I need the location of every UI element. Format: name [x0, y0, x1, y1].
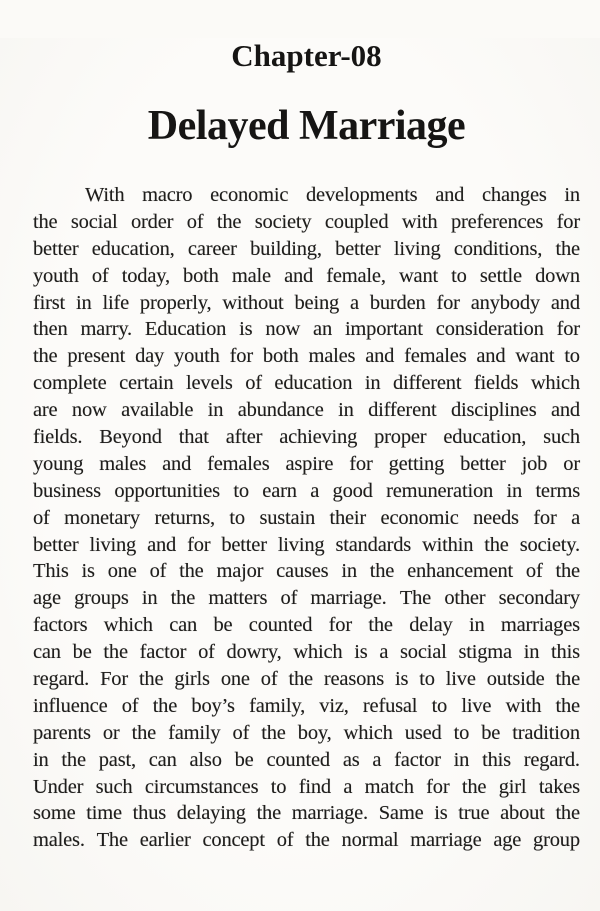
word: viz, [319, 694, 349, 717]
word: the [555, 668, 580, 691]
word: for [187, 533, 211, 556]
word: causes [276, 560, 329, 583]
word: stigma [458, 641, 512, 664]
word: society. [519, 533, 580, 556]
word: the [555, 694, 580, 717]
word: different [392, 372, 462, 395]
text-line [33, 720, 580, 747]
word: which [343, 721, 393, 744]
word: with [401, 210, 438, 233]
word: such [95, 775, 133, 798]
word: living [89, 533, 137, 556]
text-line [33, 263, 580, 290]
word: which [293, 641, 343, 664]
word: the [33, 345, 58, 368]
word: complete [33, 372, 107, 395]
word: in [364, 372, 381, 395]
word: for [229, 345, 253, 368]
word: disciplines [450, 399, 537, 422]
word: anybody [470, 291, 540, 314]
word: is [81, 560, 95, 583]
word: education, [443, 426, 527, 449]
word: which [530, 372, 580, 395]
word: counted [266, 748, 330, 771]
text-line [33, 666, 580, 693]
word: fields [473, 372, 519, 395]
word: of [525, 560, 543, 583]
word: the [33, 210, 58, 233]
word: remuneration [386, 479, 494, 502]
word: needs [473, 506, 519, 529]
word: enhancement [407, 560, 514, 583]
word: For [100, 668, 128, 691]
word: concept [202, 829, 265, 852]
word: also [189, 748, 222, 771]
word: female, [326, 264, 386, 287]
word: a [343, 775, 353, 798]
word: young [33, 452, 84, 475]
word: matters [208, 587, 268, 610]
word: consideration [435, 318, 544, 341]
word: marriage [410, 829, 482, 852]
word: factor [139, 641, 187, 664]
word: girls [174, 668, 210, 691]
word: or [563, 452, 580, 475]
text-line [33, 800, 580, 827]
word: the [555, 560, 580, 583]
word: youth [33, 264, 79, 287]
word: in [341, 560, 357, 583]
word: Education [144, 318, 227, 341]
word: marriages [500, 614, 580, 637]
word: male [231, 264, 271, 287]
word: groups [74, 587, 129, 610]
word: certain [119, 372, 174, 395]
word: boy, [297, 721, 332, 744]
word: the [216, 210, 242, 233]
word: developments [306, 184, 418, 206]
word: down [535, 264, 580, 287]
word: settle [479, 264, 522, 287]
word: properly, [139, 291, 212, 314]
word: levels [186, 372, 233, 395]
word: The [399, 587, 432, 610]
word: group [533, 829, 580, 852]
word: to [431, 694, 448, 717]
word: takes [538, 775, 580, 798]
word: Under [33, 775, 84, 798]
word: life [102, 291, 129, 314]
word: economic [210, 184, 289, 206]
word: earlier [139, 829, 191, 852]
word: the [61, 748, 86, 771]
word: in [141, 587, 158, 610]
word: and [550, 291, 580, 314]
word: males [99, 452, 147, 475]
word: marriage. [310, 587, 387, 610]
body-paragraph [33, 182, 580, 854]
word: monetary [64, 506, 140, 529]
word: today, [121, 264, 170, 287]
word: the [369, 560, 395, 583]
word: want [515, 345, 555, 368]
word: major [216, 560, 264, 583]
word: influence [33, 694, 108, 717]
word: of [245, 372, 262, 395]
text-line [33, 424, 580, 451]
text-line [33, 343, 580, 370]
text-line [33, 182, 580, 209]
word: age [493, 829, 522, 852]
word: a [379, 641, 389, 664]
word: for [426, 775, 450, 798]
word: live [461, 694, 492, 717]
word: This [33, 560, 69, 583]
word: of [91, 264, 109, 287]
word: for [556, 318, 580, 341]
word: present [67, 345, 126, 368]
text-line [33, 505, 580, 532]
word: different [368, 399, 437, 422]
word: after [225, 426, 263, 449]
word: being [294, 291, 340, 314]
word: of [276, 829, 294, 852]
word: the [484, 533, 509, 556]
word: match [364, 775, 414, 798]
text-line [33, 827, 580, 854]
word: and [550, 399, 580, 422]
word: terms [535, 479, 580, 502]
word: in [564, 184, 580, 206]
word: better [33, 533, 79, 556]
word: males. [33, 829, 85, 852]
word: dowry, [226, 641, 282, 664]
word: the [138, 668, 164, 691]
text-line [33, 316, 580, 343]
word: reasons [323, 668, 384, 691]
word: which [103, 614, 153, 637]
word: with [505, 694, 542, 717]
word: now [71, 399, 107, 422]
word: both [183, 264, 219, 287]
word: the [131, 721, 157, 744]
word: that [178, 426, 209, 449]
word: factor [394, 748, 441, 771]
word: such [543, 426, 580, 449]
word: this [551, 641, 580, 664]
word: business [33, 479, 101, 502]
word: and [435, 184, 465, 206]
word: and [284, 264, 314, 287]
word: one [220, 668, 250, 691]
word: of [149, 560, 167, 583]
word: in [468, 614, 485, 637]
word: family, [249, 694, 306, 717]
word: and [147, 533, 177, 556]
text-line [33, 639, 580, 666]
word: better [335, 237, 381, 260]
word: one [107, 560, 137, 583]
word: some [33, 802, 76, 825]
word: for [556, 210, 580, 233]
word: boy’s [191, 694, 235, 717]
word: females [404, 345, 467, 368]
word: of [232, 721, 250, 744]
word: and [365, 345, 395, 368]
word: be [481, 721, 501, 744]
word: social [70, 210, 118, 233]
word: girl [498, 775, 527, 798]
word: be [234, 748, 254, 771]
word: changes [482, 184, 547, 206]
word: With [85, 184, 125, 206]
word: abundance [237, 399, 324, 422]
word: getting [388, 452, 445, 475]
word: a [349, 291, 359, 314]
word: in [33, 748, 49, 771]
word: for [328, 614, 352, 637]
word: for [436, 291, 460, 314]
word: for [533, 506, 557, 529]
word: proper [374, 426, 427, 449]
text-line [33, 774, 580, 801]
word: and [476, 345, 506, 368]
word: career [187, 237, 237, 260]
word: regard. [523, 748, 580, 771]
word: the [461, 775, 487, 798]
word: first [33, 291, 66, 314]
book-page [0, 38, 600, 911]
word: building, [250, 237, 322, 260]
text-line [33, 558, 580, 585]
word: secondary [498, 587, 580, 610]
word: of [198, 641, 215, 664]
word: live [445, 668, 476, 691]
word: about [500, 802, 545, 825]
word: economic [380, 506, 459, 529]
word: a [571, 506, 580, 529]
word: is [354, 641, 368, 664]
text-line [33, 478, 580, 505]
word: a [310, 479, 320, 502]
word: of [260, 668, 278, 691]
word: the [152, 694, 178, 717]
word: the [555, 802, 580, 825]
word: their [329, 506, 367, 529]
word: marry. [80, 318, 132, 341]
word: is [239, 318, 253, 341]
word: the [368, 614, 393, 637]
word: age [33, 587, 61, 610]
word: for [349, 452, 373, 475]
word: of [186, 210, 204, 233]
word: be [72, 641, 92, 664]
word: the [170, 587, 196, 610]
word: the [103, 641, 128, 664]
word: Same [378, 802, 424, 825]
word: to [453, 721, 470, 744]
text-line [33, 532, 580, 559]
word: sustain [259, 506, 315, 529]
word: in [453, 748, 470, 771]
word: better [460, 452, 506, 475]
word: living [277, 533, 325, 556]
word: earn [262, 479, 297, 502]
word: job [521, 452, 548, 475]
word: education, [91, 237, 175, 260]
text-line [33, 693, 580, 720]
word: want [398, 264, 438, 287]
word: and [162, 452, 192, 475]
word: or [102, 721, 120, 744]
word: can [169, 614, 198, 637]
word: of [280, 587, 298, 610]
word: better [221, 533, 267, 556]
text-line [33, 612, 580, 639]
word: social [400, 641, 447, 664]
word: to [233, 479, 249, 502]
word: conditions, [453, 237, 543, 260]
word: is [394, 668, 409, 691]
word: better [33, 237, 79, 260]
word: can [148, 748, 177, 771]
text-line [33, 585, 580, 612]
word: good [332, 479, 373, 502]
word: to [451, 264, 467, 287]
word: as [342, 748, 360, 771]
page-title: Delayed Marriage [147, 103, 466, 149]
word: thus [132, 802, 167, 825]
word: parents [33, 721, 91, 744]
word: true [458, 802, 490, 825]
word: opportunities [114, 479, 220, 502]
word: refusal [362, 694, 418, 717]
word: to [229, 506, 245, 529]
word: Beyond [99, 426, 162, 449]
word: females [207, 452, 270, 475]
word: order [130, 210, 174, 233]
word: normal [341, 829, 399, 852]
word: of [121, 694, 139, 717]
word: past, [98, 748, 136, 771]
word: in [523, 641, 540, 664]
text-line [33, 290, 580, 317]
word: the [288, 668, 313, 691]
word: factors [33, 614, 88, 637]
word: burden [369, 291, 426, 314]
word: day [135, 345, 165, 368]
word: to [564, 345, 580, 368]
text-line [33, 370, 580, 397]
word: time [86, 802, 122, 825]
word: returns, [154, 506, 215, 529]
word: tradition [512, 721, 580, 744]
text-line [33, 747, 580, 774]
word: youth [174, 345, 220, 368]
word: fields. [33, 426, 83, 449]
word: delay [409, 614, 453, 637]
word: males [308, 345, 356, 368]
word: an [313, 318, 332, 341]
word: be [213, 614, 233, 637]
word: aspire [285, 452, 334, 475]
word: regard. [33, 668, 90, 691]
word: in [506, 479, 523, 502]
word: The [96, 829, 128, 852]
word: society [254, 210, 312, 233]
word: now [265, 318, 301, 341]
word: a [372, 748, 382, 771]
word: counted [248, 614, 313, 637]
word: can [33, 641, 61, 664]
word: the [555, 237, 580, 260]
word: find [298, 775, 331, 798]
word: the [256, 802, 282, 825]
word: important [344, 318, 423, 341]
word: without [222, 291, 284, 314]
word: family [168, 721, 221, 744]
word: within [422, 533, 474, 556]
word: to [270, 775, 287, 798]
word: then [33, 318, 68, 341]
word: in [207, 399, 224, 422]
word: delaying [176, 802, 246, 825]
word: of [33, 506, 50, 529]
word: the [305, 829, 330, 852]
text-line [33, 236, 580, 263]
word: marriage. [291, 802, 368, 825]
word: both [262, 345, 299, 368]
text-line [33, 451, 580, 478]
word: coupled [324, 210, 389, 233]
word: circumstances [144, 775, 259, 798]
chapter-heading: Chapter-08 [231, 38, 382, 73]
word: other [444, 587, 486, 610]
word: to [419, 668, 435, 691]
text-line [33, 397, 580, 424]
text-line [33, 209, 580, 236]
word: preferences [450, 210, 544, 233]
word: is [434, 802, 448, 825]
word: available [121, 399, 194, 422]
word: macro [142, 184, 193, 206]
word: this [482, 748, 511, 771]
word: living [393, 237, 441, 260]
word: are [33, 399, 58, 422]
word: standards [335, 533, 412, 556]
word: outside [486, 668, 545, 691]
word: the [179, 560, 204, 583]
word: in [338, 399, 354, 422]
word: in [75, 291, 92, 314]
word: the [261, 721, 286, 744]
word: used [404, 721, 442, 744]
word: education [274, 372, 353, 395]
word: achieving [279, 426, 358, 449]
